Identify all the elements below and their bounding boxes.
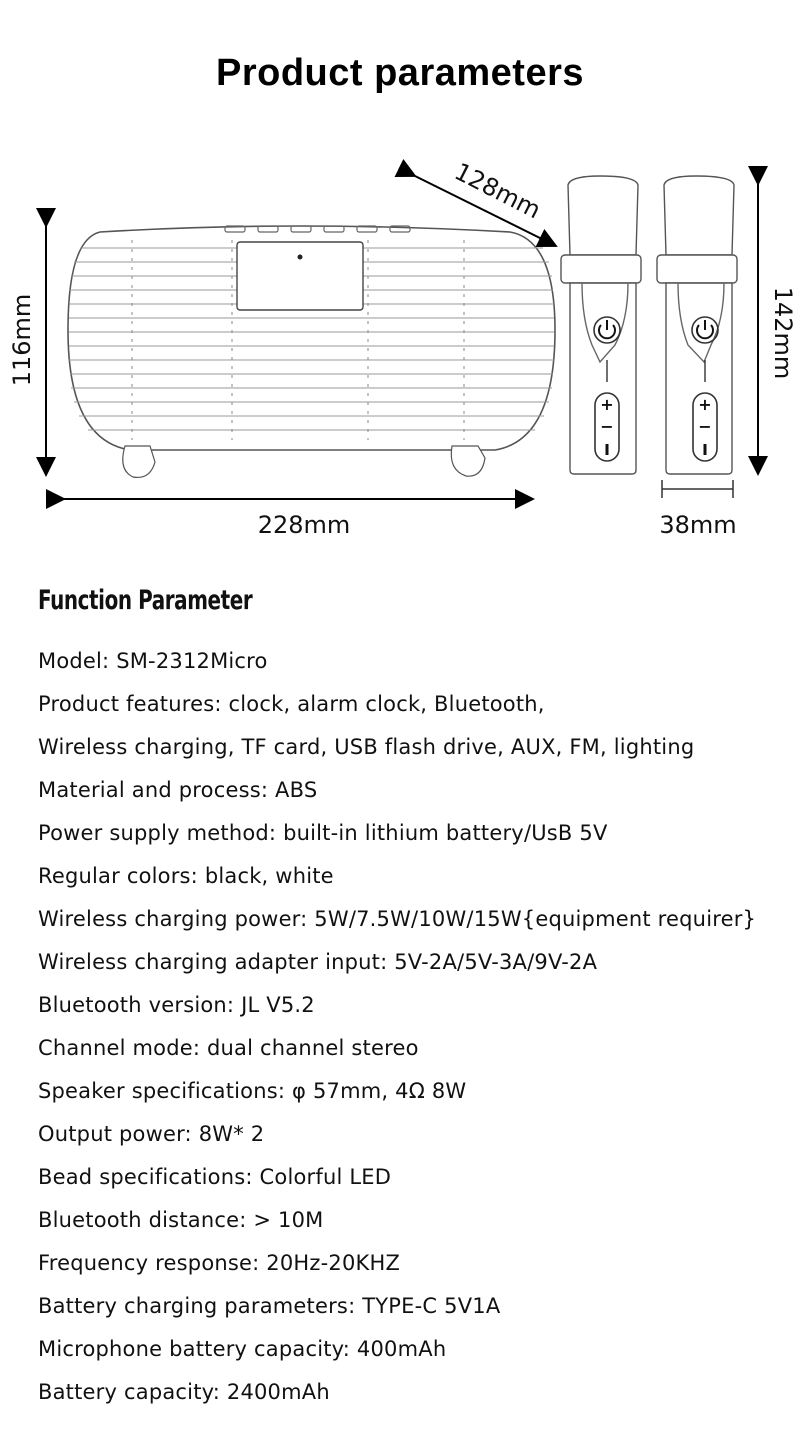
page-title: Product parameters	[215, 52, 584, 94]
width-label: 228mm	[257, 511, 351, 539]
mic-left-plus-label: +	[600, 395, 614, 414]
param-item: Product features: clock, alarm clock, Bluetooth,	[38, 692, 545, 716]
section-title: Function Parameter	[38, 585, 253, 616]
param-item: Speaker specifications: φ 57mm, 4Ω 8W	[38, 1079, 467, 1103]
param-item: Channel mode: dual channel stereo	[38, 1036, 419, 1060]
mic-width-label: 38mm	[659, 511, 737, 539]
product-dimension-diagram	[0, 150, 800, 550]
parameter-list	[38, 640, 756, 1414]
param-item: Model: SM-2312Micro	[38, 649, 268, 673]
param-item: Output power: 8W* 2	[38, 1122, 265, 1146]
height-label: 116mm	[8, 293, 36, 387]
depth-label: 128mm	[450, 157, 546, 225]
param-item: Wireless charging adapter input: 5V-2A/5V-3A/9V-2A	[38, 950, 598, 974]
param-item: Material and process: ABS	[38, 778, 318, 802]
param-item: Microphone battery capacity: 400mAh	[38, 1337, 447, 1361]
param-item: Bead specifications: Colorful LED	[38, 1165, 392, 1189]
param-item: Battery capacity: 2400mAh	[38, 1380, 330, 1404]
param-item: Regular colors: black, white	[38, 864, 334, 888]
param-item: Frequency response: 20Hz-20KHZ	[38, 1251, 401, 1275]
param-item: Wireless charging power: 5W/7.5W/10W/15W{equipment requirer}	[38, 907, 757, 931]
mic-left-minus-label: −	[600, 417, 614, 436]
microphone-right	[657, 176, 737, 474]
mic-right-minus-label: −	[698, 417, 712, 436]
param-item: Wireless charging, TF card, USB flash drive, AUX, FM, lighting	[38, 735, 695, 759]
mic-height-label: 142mm	[769, 286, 797, 380]
param-item: Bluetooth version: JL V5.2	[38, 993, 315, 1017]
speaker-illustration	[68, 226, 555, 477]
mic-right-plus-label: +	[698, 395, 712, 414]
param-item: Battery charging parameters: TYPE-C 5V1A	[38, 1294, 501, 1318]
param-item: Power supply method: built-in lithium battery/UsB 5V	[38, 821, 608, 845]
param-item: Bluetooth distance: > 10M	[38, 1208, 324, 1232]
mic-width-bracket	[662, 480, 733, 498]
